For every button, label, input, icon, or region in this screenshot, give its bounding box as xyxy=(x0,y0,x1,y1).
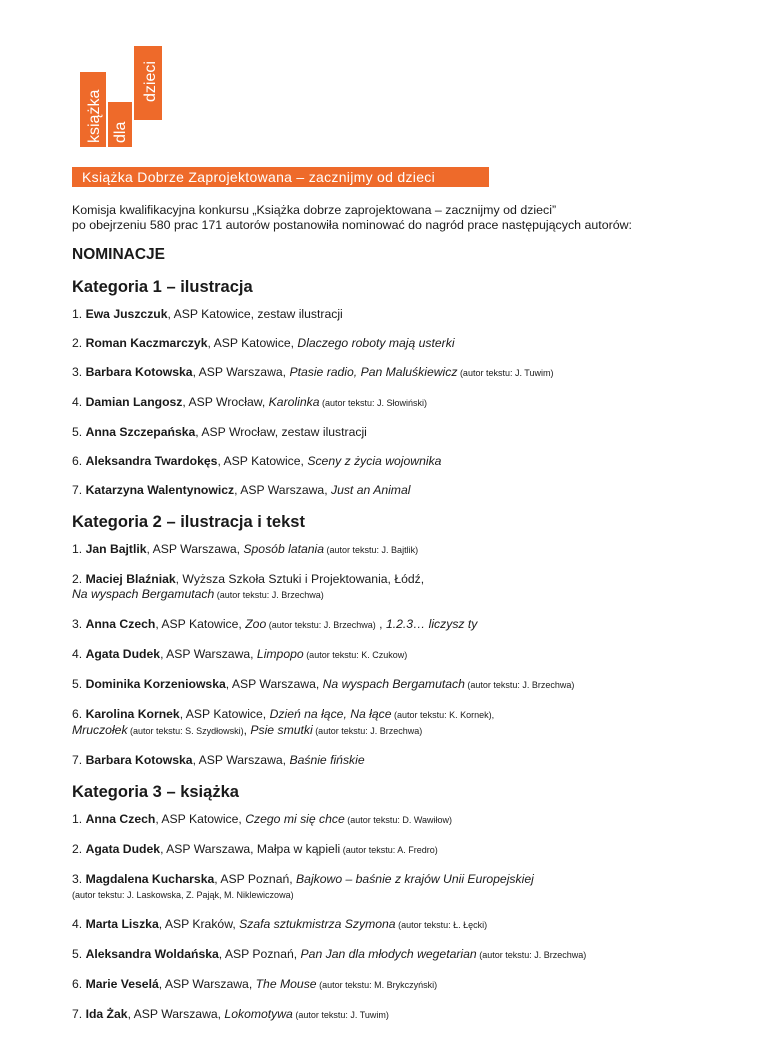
nomination-entry xyxy=(72,1007,752,1023)
entry-details: , ASP Warszawa, xyxy=(127,1007,225,1021)
work-title: Sposób latania xyxy=(243,542,325,556)
entry-number: 7. xyxy=(72,1007,86,1021)
entry-details: , ASP Warszawa, xyxy=(225,677,323,691)
work-title: 1.2.3… liczysz ty xyxy=(385,617,478,631)
nomination-entry xyxy=(72,572,752,603)
work-title: Baśnie fińskie xyxy=(289,753,365,767)
separator: , xyxy=(243,723,251,737)
entry-details: , ASP Katowice, xyxy=(155,812,246,826)
nomination-entry xyxy=(72,617,752,633)
author-name: Agata Dudek xyxy=(85,842,161,856)
section-title: NOMINACJE xyxy=(72,246,166,263)
nomination-entry xyxy=(72,872,752,903)
work-title: Czego mi się chce xyxy=(245,812,345,826)
author-name: Anna Szczepańska xyxy=(85,425,196,439)
text-author-note: (autor tekstu: K. Kornek), xyxy=(391,710,495,720)
categories-list xyxy=(72,277,752,1023)
entry-details: , ASP Katowice, zestaw ilustracji xyxy=(167,307,343,321)
nomination-entry xyxy=(72,677,752,693)
author-name: Damian Langosz xyxy=(85,395,183,409)
author-name: Katarzyna Walentynowicz xyxy=(85,483,235,497)
entry-number: 2. xyxy=(72,842,86,856)
category-heading: Kategoria 3 – książka xyxy=(72,783,239,801)
work-title: Pan Jan dla młodych wegetarian xyxy=(300,947,477,961)
work-title: Na wyspach Bergamutach xyxy=(322,677,465,691)
nomination-entry xyxy=(72,307,752,322)
work-title: Dzień na łące, Na łące xyxy=(269,707,392,721)
entry-number: 6. xyxy=(72,707,86,721)
work-title: Karolinka xyxy=(268,395,320,409)
nomination-entry xyxy=(72,977,752,993)
entry-number: 7. xyxy=(72,483,86,497)
work-title: Sceny z życia wojownika xyxy=(307,454,442,468)
entry-number: 1. xyxy=(72,812,86,826)
author-name: Aleksandra Woldańska xyxy=(85,947,219,961)
nomination-entry xyxy=(72,707,752,739)
author-name: Agata Dudek xyxy=(85,647,161,661)
entry-number: 4. xyxy=(72,647,86,661)
text-author-note: (autor tekstu: J. Tuwim) xyxy=(292,1010,389,1020)
nominations-document xyxy=(72,203,752,1037)
text-author-note: (autor tekstu: M. Brykczyński) xyxy=(316,980,438,990)
work-title: The Mouse xyxy=(255,977,317,991)
work-title: Bajkowo – baśnie z krajów Unii Europejskiej xyxy=(296,872,534,886)
work-title: Na wyspach Bergamutach xyxy=(72,587,215,601)
contest-banner: Książka Dobrze Zaprojektowana – zacznijmy od dzieci xyxy=(72,167,489,187)
author-name: Aleksandra Twardokęs xyxy=(85,454,218,468)
text-author-note: (autor tekstu: J. Brzechwa) xyxy=(266,620,376,630)
entry-details: , ASP Warszawa, xyxy=(158,977,256,991)
entry-number: 2. xyxy=(72,572,86,586)
author-name: Dominika Korzeniowska xyxy=(85,677,226,691)
category-heading: Kategoria 1 – ilustracja xyxy=(72,278,253,296)
work-title: Psie smutki xyxy=(250,723,313,737)
entry-number: 1. xyxy=(72,307,86,321)
nomination-entry xyxy=(72,483,752,498)
author-name: Magdalena Kucharska xyxy=(85,872,215,886)
text-author-note: (autor tekstu: D. Wawiłow) xyxy=(344,815,452,825)
intro-line-2: po obejrzeniu 580 prac 171 autorów postanowiła nominować do nagród prace następujących autorów: xyxy=(72,217,633,232)
author-name: Maciej Blaźniak xyxy=(85,572,176,586)
entry-details: , ASP Poznań, xyxy=(218,947,301,961)
intro-line-1: Komisja kwalifikacyjna konkursu „Książka dobrze zaprojektowana – zacznijmy od dzieci” xyxy=(72,203,557,217)
entry-number: 5. xyxy=(72,947,86,961)
nomination-entry xyxy=(72,454,752,469)
category-heading: Kategoria 2 – ilustracja i tekst xyxy=(72,513,305,531)
entry-details: , ASP Kraków, xyxy=(158,917,240,931)
entry-details: , ASP Katowice, xyxy=(217,454,308,468)
entry-number: 1. xyxy=(72,542,86,556)
work-title: Just an Animal xyxy=(330,483,411,497)
author-name: Jan Bajtlik xyxy=(85,542,147,556)
author-name: Ida Żak xyxy=(85,1007,128,1021)
entry-details: , ASP Wrocław, xyxy=(182,395,269,409)
entry-details: , ASP Warszawa, xyxy=(160,647,257,661)
entry-number: 6. xyxy=(72,977,86,991)
nomination-entry xyxy=(72,842,752,858)
nomination-entry xyxy=(72,647,752,663)
text-author-note: (autor tekstu: J. Brzechwa) xyxy=(464,680,575,690)
entry-number: 3. xyxy=(72,365,86,379)
text-author-note: (autor tekstu: A. Fredro) xyxy=(340,845,438,855)
entry-details: , ASP Katowice, xyxy=(207,336,298,350)
entry-number: 7. xyxy=(72,753,86,767)
nomination-entry xyxy=(72,947,752,963)
entry-details: , ASP Poznań, xyxy=(214,872,297,886)
work-title: Mruczołek xyxy=(72,723,128,737)
author-name: Marie Veselá xyxy=(85,977,159,991)
entry-number: 5. xyxy=(72,425,86,439)
entry-details: , ASP Warszawa, Małpa w kąpieli xyxy=(160,842,341,856)
svg-text:dla: dla xyxy=(112,121,129,143)
author-name: Anna Czech xyxy=(85,812,156,826)
nomination-entry xyxy=(72,336,752,351)
work-title: Szafa sztukmistrza Szymona xyxy=(239,917,396,931)
text-author-note: (autor tekstu: J. Tuwim) xyxy=(457,368,554,378)
work-title: Limpopo xyxy=(256,647,304,661)
entry-details: , ASP Katowice, xyxy=(155,617,246,631)
svg-text:książka: książka xyxy=(86,89,103,143)
svg-text:dzieci: dzieci xyxy=(142,61,159,102)
work-title: Dlaczego roboty mają usterki xyxy=(297,336,455,350)
author-name: Karolina Kornek xyxy=(85,707,180,721)
entry-number: 3. xyxy=(72,617,86,631)
nomination-entry xyxy=(72,753,752,768)
work-title: Zoo xyxy=(245,617,267,631)
entry-details: , ASP Warszawa, xyxy=(192,753,290,767)
entry-details: , ASP Katowice, xyxy=(179,707,270,721)
entry-number: 5. xyxy=(72,677,86,691)
text-author-note: (autor tekstu: K. Czukow) xyxy=(303,650,408,660)
nomination-entry xyxy=(72,812,752,828)
text-author-note: (autor tekstu: J. Brzechwa) xyxy=(214,590,324,600)
author-name: Marta Liszka xyxy=(85,917,159,931)
entry-details: , ASP Warszawa, xyxy=(234,483,331,497)
text-author-note: (autor tekstu: S. Szydłowski) xyxy=(127,726,244,736)
entry-details: , ASP Warszawa, xyxy=(146,542,244,556)
author-name: Anna Czech xyxy=(85,617,156,631)
text-author-note: (autor tekstu: J. Brzechwa) xyxy=(312,726,423,736)
nomination-entry xyxy=(72,542,752,558)
nomination-entry xyxy=(72,425,752,440)
text-author-note: (autor tekstu: Ł. Łęcki) xyxy=(395,920,488,930)
text-author-note: (autor tekstu: J. Słowiński) xyxy=(319,398,428,408)
nomination-entry xyxy=(72,365,752,381)
entry-second-line xyxy=(72,887,752,903)
author-name: Roman Kaczmarczyk xyxy=(85,336,208,350)
entry-number: 4. xyxy=(72,917,86,931)
text-author-note: (autor tekstu: J. Laskowska, Z. Pająk, M. Niklewiczowa) xyxy=(72,890,294,900)
author-name: Barbara Kotowska xyxy=(85,365,193,379)
entry-details: , Wyższa Szkoła Sztuki i Projektowania, Łódź, xyxy=(175,572,425,586)
author-name: Ewa Juszczuk xyxy=(85,307,168,321)
entry-details: , ASP Wrocław, zestaw ilustracji xyxy=(195,425,367,439)
work-title: Ptasie radio, Pan Maluśkiewicz xyxy=(289,365,458,379)
text-author-note: (autor tekstu: J. Bajtlik) xyxy=(324,545,419,555)
author-name: Barbara Kotowska xyxy=(85,753,193,767)
entry-second-line xyxy=(72,723,752,739)
entry-number: 6. xyxy=(72,454,86,468)
nomination-entry xyxy=(72,395,752,411)
text-author-note: (autor tekstu: J. Brzechwa) xyxy=(476,950,587,960)
entry-details: , ASP Warszawa, xyxy=(192,365,290,379)
ksiazka-dla-dzieci-logo xyxy=(80,46,162,147)
work-title: Lokomotywa xyxy=(224,1007,293,1021)
nomination-entry xyxy=(72,917,752,933)
entry-second-line xyxy=(72,587,752,603)
entry-number: 4. xyxy=(72,395,86,409)
separator: , xyxy=(375,617,386,631)
entry-number: 3. xyxy=(72,872,86,886)
entry-number: 2. xyxy=(72,336,86,350)
